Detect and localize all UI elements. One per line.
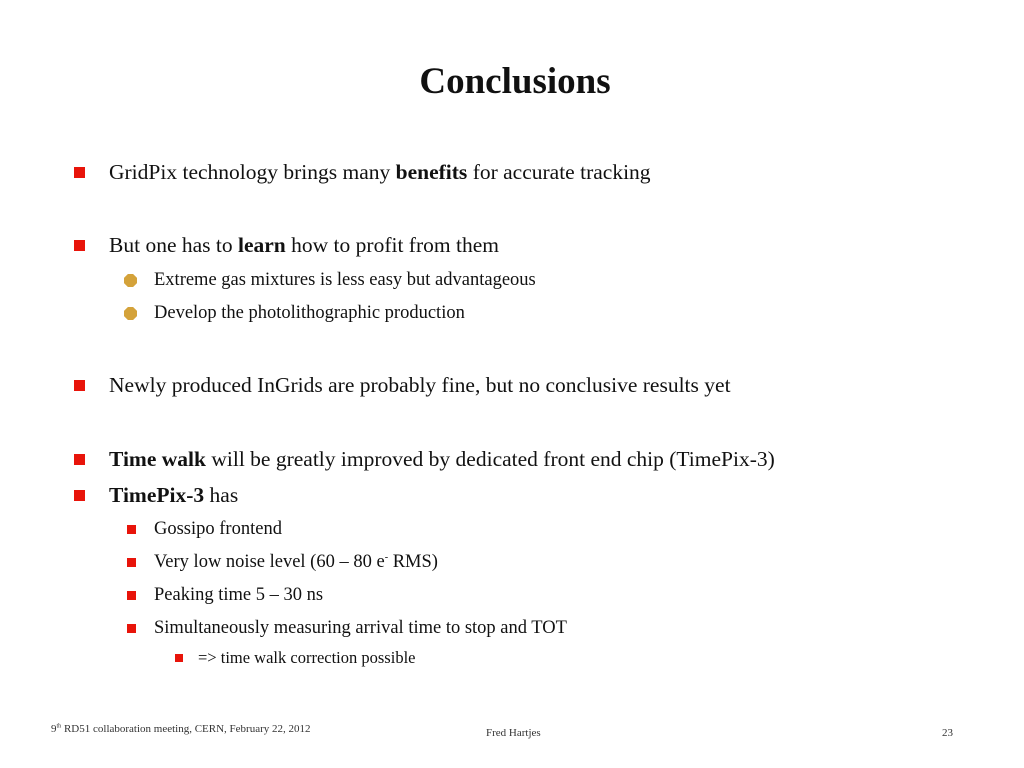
sub-bullet-text: Gossipo frontend: [154, 519, 282, 539]
footer-meeting: 9th RD51 collaboration meeting, CERN, February 22, 2012: [51, 723, 311, 735]
red-square-bullet-icon: [127, 525, 136, 534]
gold-octagon-bullet-icon: [124, 274, 137, 287]
sub-bullet-text: Extreme gas mixtures is less easy but advantageous: [154, 270, 536, 290]
page-number: 23: [942, 727, 953, 739]
bullet-text: TimePix-3 has: [109, 483, 239, 507]
bullet-text: Time walk will be greatly improved by dedicated front end chip (TimePix-3): [109, 447, 775, 471]
bullet-text: But one has to learn how to profit from them: [109, 233, 499, 257]
red-square-bullet-icon: [74, 490, 85, 501]
gold-octagon-bullet-icon: [124, 307, 137, 320]
sub-bullet-text: Simultaneously measuring arrival time to stop and TOT: [154, 618, 567, 638]
red-square-bullet-icon: [74, 454, 85, 465]
red-square-bullet-icon: [127, 558, 136, 567]
red-square-bullet-icon: [74, 240, 85, 251]
red-square-bullet-icon: [74, 380, 85, 391]
red-square-bullet-icon: [127, 591, 136, 600]
slide-title: Conclusions: [419, 61, 611, 102]
sub-bullet-text: Peaking time 5 – 30 ns: [154, 585, 324, 605]
red-square-bullet-icon: [74, 167, 85, 178]
red-square-bullet-icon: [175, 654, 183, 662]
sub-bullet-text: Very low noise level (60 – 80 e- RMS): [154, 551, 438, 572]
red-square-bullet-icon: [127, 624, 136, 633]
bullet-text: GridPix technology brings many benefits for accurate tracking: [109, 160, 651, 184]
sub-bullet-text: Develop the photolithographic production: [154, 303, 465, 323]
sub-sub-bullet-text: => time walk correction possible: [198, 648, 416, 667]
footer-author: Fred Hartjes: [486, 727, 541, 739]
bullet-text: Newly produced InGrids are probably fine, but no conclusive results yet: [109, 373, 731, 397]
